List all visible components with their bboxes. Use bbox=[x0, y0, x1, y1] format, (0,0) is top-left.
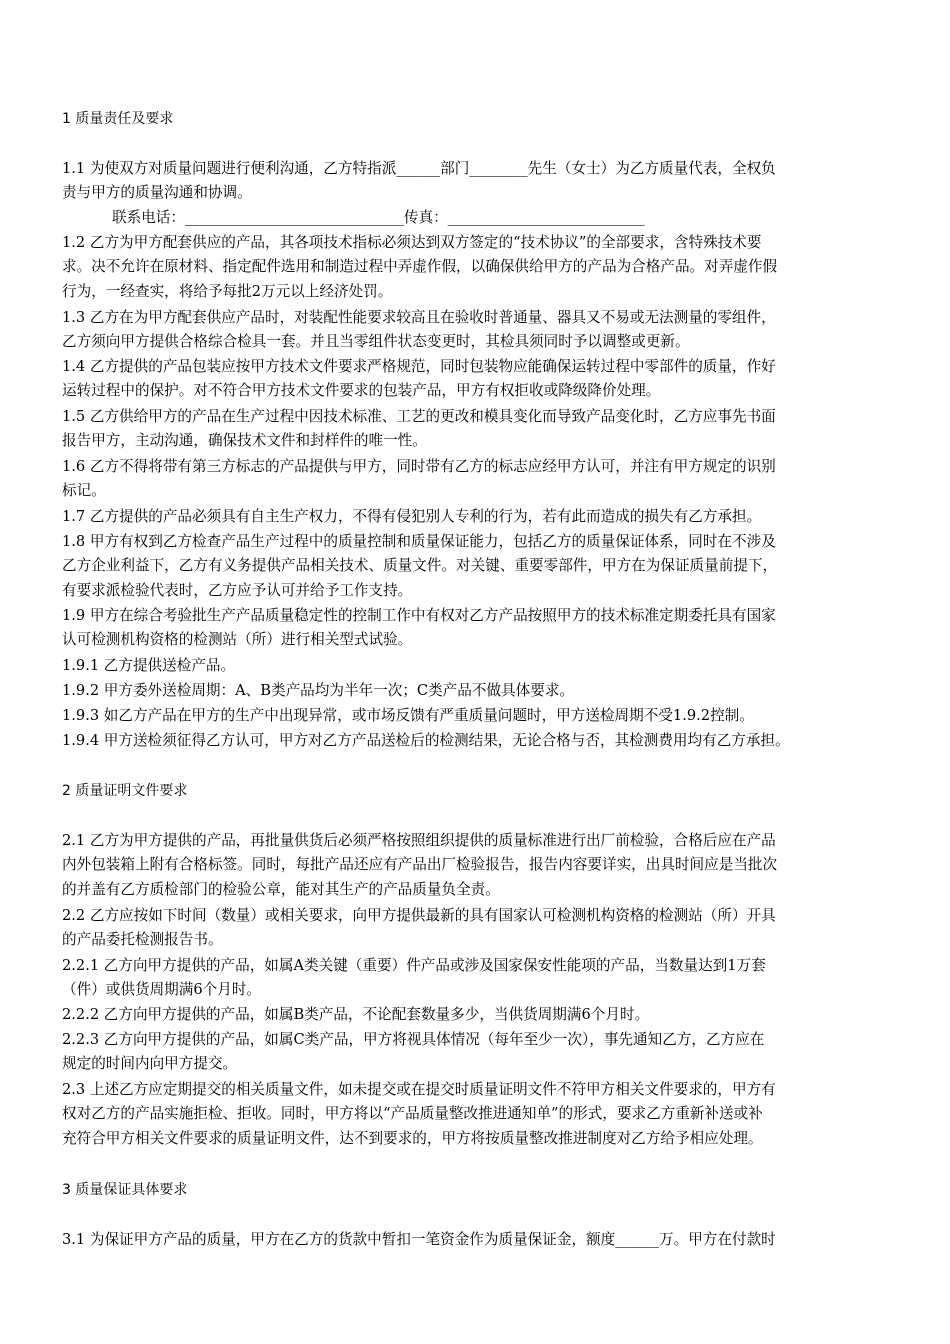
clause-2-2-3 bbox=[62, 1028, 892, 1077]
text-line: 标记。 bbox=[62, 482, 106, 500]
clause-2-2-2 bbox=[62, 1003, 892, 1027]
text-line: 行为，一经查实，将给予每批2万元以上经济处罚。 bbox=[62, 282, 393, 300]
text-line: 1.3 乙方在为甲方配套供应产品时，对装配性能要求较高且在验收时普通量、器具又不易或无法测量的零组件， bbox=[62, 309, 776, 326]
clause-2-2-1 bbox=[62, 954, 892, 1003]
text-line: 乙方须向甲方提供合格综合检具一套。并且当零组件状态变更时，其检具须同时予以调整或更新。 bbox=[62, 333, 690, 351]
text-line: 联系电话：______________________________传真：___________________________ bbox=[112, 209, 645, 226]
text-line: 内外包装箱上附有合格标签。同时，每批产品还应有产品出厂检验报告，报告内容要详实，出具时间应是当批次 bbox=[62, 856, 778, 874]
clause-1-7 bbox=[62, 505, 892, 529]
text-line: 2.3 上述乙方应定期提交的相关质量文件，如未提交或在提交时质量证明文件不符甲方相关文件要求的，甲方有 bbox=[62, 1081, 776, 1098]
text-line: 2.1 乙方为甲方提供的产品，再批量供货后必须严格按照组织提供的质量标准进行出厂前检验，合格后应在产品 bbox=[62, 832, 776, 849]
text-line: 运转过程中的保护。对不符合甲方技术文件要求的包装产品，甲方有权拒收或降级降价处理。 bbox=[62, 382, 661, 400]
text-line: （件）或供货周期满6个月时。 bbox=[62, 981, 262, 999]
text-line: 1.9.2 甲方委外送检周期：A、B类产品均为半年一次；C类产品不做具体要求。 bbox=[62, 682, 575, 699]
clause-1-8 bbox=[62, 530, 892, 603]
text-line: 2.2.1 乙方向甲方提供的产品，如属A类关键（重要）件产品或涉及国家保安性能项的产品，当数量达到1万套 bbox=[62, 957, 766, 974]
text-line: 1.9.3 如乙方产品在甲方的生产中出现异常，或市场反馈有严重质量问题时，甲方送检周期不受1.9.2控制。 bbox=[62, 707, 754, 724]
section-3-heading: 3 质量保证具体要求 bbox=[62, 1182, 188, 1198]
clause-1-4 bbox=[62, 355, 892, 404]
text-line: 求。决不允许在原材料、指定配件选用和制造过程中弄虚作假，以确保供给甲方的产品为合格产品。对弄虚作假 bbox=[62, 258, 778, 276]
text-line: 权对乙方的产品实施拒检、拒收。同时，甲方将以“产品质量整改推进通知单”的形式，要求乙方重新补送或补 bbox=[62, 1105, 763, 1123]
text-line: 3.1 为保证甲方产品的质量，甲方在乙方的货款中暂扣一笔资金作为质量保证金，额度______万。甲方在付款时 bbox=[62, 1231, 776, 1248]
text-line: 1.6 乙方不得将带有第三方标志的产品提供与甲方，同时带有乙方的标志应经甲方认可，并注有甲方规定的识别 bbox=[62, 458, 776, 475]
text-line: 1.8 甲方有权到乙方检查产品生产过程中的质量控制和质量保证能力，包括乙方的质量保证体系，同时在不涉及 bbox=[62, 533, 776, 550]
clause-1-1 bbox=[62, 157, 892, 206]
clause-1-9 bbox=[62, 604, 892, 653]
clause-1-5 bbox=[62, 405, 892, 454]
text-line: 1.9 甲方在综合考验批生产产品质量稳定性的控制工作中有权对乙方产品按照甲方的技术标准定期委托具有国家 bbox=[62, 607, 776, 624]
clause-1-9-2 bbox=[62, 679, 892, 703]
text-line: 1.9.1 乙方提供送检产品。 bbox=[62, 657, 236, 674]
text-line: 的并盖有乙方质检部门的检验公章，能对其生产的产品质量负全责。 bbox=[62, 880, 500, 898]
clause-1-9-4 bbox=[62, 729, 892, 753]
clause-1-6 bbox=[62, 455, 892, 504]
section-1-heading: 1 质量责任及要求 bbox=[62, 111, 174, 127]
text-line: 1.1 为使双方对质量问题进行便利沟通，乙方特指派______部门________先生（女士）为乙方质量代表，全权负 bbox=[62, 160, 776, 177]
clause-1-9-3 bbox=[62, 704, 892, 728]
text-line: 1.9.4 甲方送检须征得乙方认可，甲方对乙方产品送检后的检测结果，无论合格与否，其检测费用均有乙方承担。 bbox=[62, 732, 790, 749]
text-line: 认可检测机构资格的检测站（所）进行相关型式试验。 bbox=[62, 631, 413, 649]
text-line: 1.5 乙方供给甲方的产品在生产过程中因技术标准、工艺的更改和模具变化而导致产品变化时，乙方应事先书面 bbox=[62, 408, 776, 425]
text-line: 充符合甲方相关文件要求的质量证明文件，达不到要求的，甲方将按质量整改推进制度对乙方给予相应处理。 bbox=[62, 1129, 763, 1147]
section-2-heading: 2 质量证明文件要求 bbox=[62, 783, 188, 799]
clause-2-1 bbox=[62, 829, 892, 902]
text-line: 报告甲方，主动沟通，确保技术文件和封样件的唯一性。 bbox=[62, 432, 427, 450]
text-line: 2.2.3 乙方向甲方提供的产品，如属C类产品，甲方将视具体情况（每年至少一次），事先通知乙方，乙方应在 bbox=[62, 1031, 765, 1048]
text-line: 1.2 乙方为甲方配套供应的产品，其各项技术指标必须达到双方签定的“技术协议”的全部要求，含特殊技术要 bbox=[62, 234, 762, 251]
text-line: 有要求派检验代表时，乙方应予认可并给予工作支持。 bbox=[62, 581, 413, 599]
text-line: 责与甲方的质量沟通和协调。 bbox=[62, 184, 252, 202]
clause-1-2 bbox=[62, 231, 892, 304]
clause-1-9-1 bbox=[62, 654, 892, 678]
text-line: 1.4 乙方提供的产品包装应按甲方技术文件要求严格规范，同时包装物应能确保运转过程中零部件的质量，作好 bbox=[62, 358, 776, 375]
text-line: 2.2.2 乙方向甲方提供的产品，如属B类产品，不论配套数量多少，当供货周期满6个月时。 bbox=[62, 1006, 650, 1023]
text-line: 乙方企业利益下，乙方有义务提供产品相关技术、质量文件。对关键、重要零部件，甲方在为保证质量前提下， bbox=[62, 557, 778, 575]
clause-1-3 bbox=[62, 306, 892, 355]
text-line: 的产品委托检测报告书。 bbox=[62, 931, 223, 949]
clause-2-3 bbox=[62, 1078, 892, 1151]
clause-3-1 bbox=[62, 1228, 892, 1252]
text-line: 2.2 乙方应按如下时间（数量）或相关要求，向甲方提供最新的具有国家认可检测机构资格的检测站（所）开具 bbox=[62, 907, 776, 924]
clause-2-2 bbox=[62, 904, 892, 953]
text-line: 1.7 乙方提供的产品必须具有自主生产权力，不得有侵犯别人专利的行为，若有此而造成的损失有乙方承担。 bbox=[62, 508, 762, 525]
text-line: 规定的时间内向甲方提交。 bbox=[62, 1055, 238, 1073]
contact-line bbox=[62, 206, 892, 230]
